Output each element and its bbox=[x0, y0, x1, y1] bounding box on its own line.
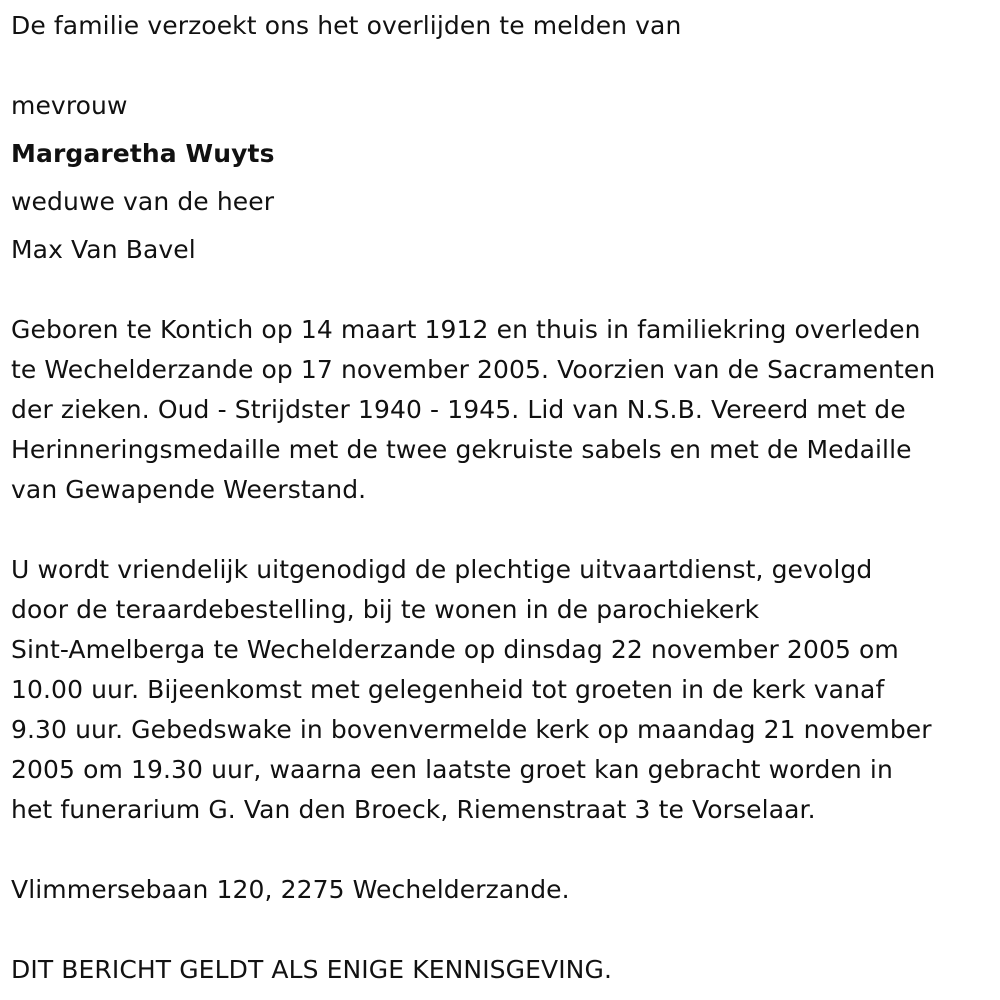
funeral-line: 2005 om 19.30 uur, waarna een laatste groet kan gebracht worden in bbox=[11, 755, 893, 784]
biography-paragraph bbox=[11, 310, 986, 510]
biography-line: van Gewapende Weerstand. bbox=[11, 475, 367, 504]
funeral-line: Sint-Amelberga te Wechelderzande op dinsdag 22 november 2005 om bbox=[11, 635, 899, 664]
address-text: Vlimmersebaan 120, 2275 Wechelderzande. bbox=[11, 875, 570, 904]
biography-line: Herinneringsmedaille met de twee gekruiste sabels en met de Medaille bbox=[11, 435, 912, 464]
funeral-line: door de teraardebestelling, bij te wonen in de parochiekerk bbox=[11, 595, 760, 624]
biography-line: te Wechelderzande op 17 november 2005. Voorzien van de Sacramenten bbox=[11, 355, 936, 384]
biography-line: Geboren te Kontich op 14 maart 1912 en thuis in familiekring overleden bbox=[11, 315, 921, 344]
funeral-line: 9.30 uur. Gebedswake in bovenvermelde kerk op maandag 21 november bbox=[11, 715, 932, 744]
honorific: mevrouw bbox=[11, 91, 128, 120]
spouse-name: Max Van Bavel bbox=[11, 235, 196, 264]
funeral-line: het funerarium G. Van den Broeck, Riemenstraat 3 te Vorselaar. bbox=[11, 795, 816, 824]
closing-statement: DIT BERICHT GELDT ALS ENIGE KENNISGEVING. bbox=[11, 955, 612, 984]
biography-line: der zieken. Oud - Strijdster 1940 - 1945. Lid van N.S.B. Vereerd met de bbox=[11, 395, 906, 424]
funeral-line: U wordt vriendelijk uitgenodigd de plechtige uitvaartdienst, gevolgd bbox=[11, 555, 873, 584]
deceased-name: Margaretha Wuyts bbox=[11, 139, 275, 168]
intro-text: De familie verzoekt ons het overlijden te melden van bbox=[11, 11, 682, 40]
relation-text: weduwe van de heer bbox=[11, 187, 275, 216]
funeral-line: 10.00 uur. Bijeenkomst met gelegenheid tot groeten in de kerk vanaf bbox=[11, 675, 885, 704]
funeral-paragraph bbox=[11, 550, 986, 830]
